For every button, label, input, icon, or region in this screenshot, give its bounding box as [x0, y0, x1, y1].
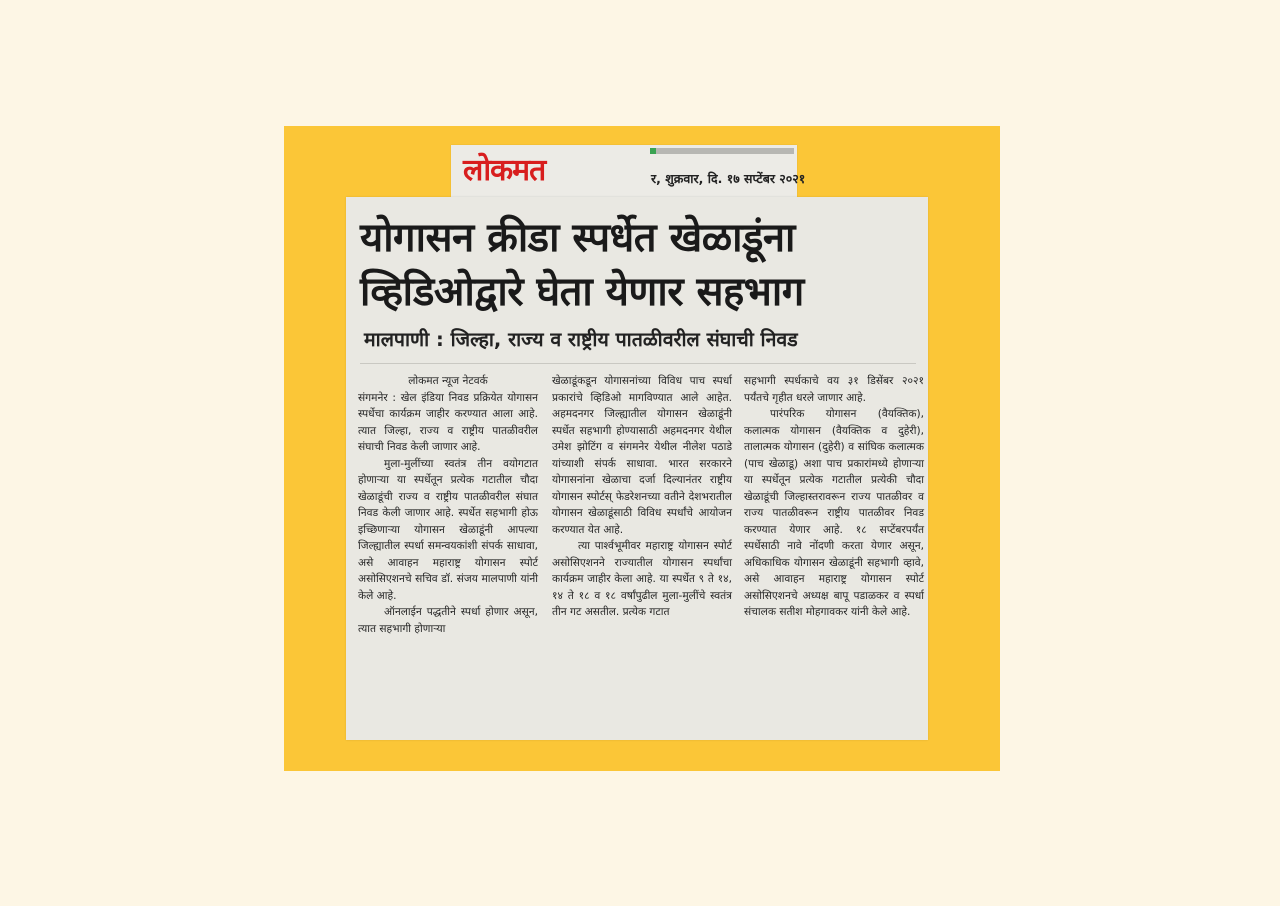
paragraph: सहभागी स्पर्धकाचे वय ३१ डिसेंबर २०२१ पर्यंतचे गृहीत धरले जाणार आहे. — [744, 375, 924, 404]
paragraph: ऑनलाईन पद्धतीने स्पर्धा होणार असून, त्यात सहभागी होणाऱ्या — [358, 606, 538, 635]
paragraph: पारंपरिक योगासन (वैयक्तिक), कलात्मक योगासन (वैयक्तिक व दुहेरी), तालात्मक योगासन (दुहेरी) व सांघिक कलात्मक (पाच खेळाडू) अशा पाच प्रकारांमध्ये होणाऱ्या या स्पर्धेतून प्रत्येक गटातील प्रत्येकी चौदा खेळाडूंची जिल्हास्तरावरून राज्य पातळीवर व राज्य पातळीवरून राष्ट्रीय पातळीवर निवड करण्यात येणार आहे. १८ सप्टेंबरपर्यंत स्पर्धेसाठी नावे नोंदणी करता येणार असून, अधिकाधिक योगासन खेळाडूंनी सहभागी व्हावे, असे आवाहन महाराष्ट्र योगासन स्पोर्ट असोसिएशनचे अध्यक्ष बापू पडाळकर व स्पर्धा संचालक सतीश मोहगावकर यांनी केले आहे. — [744, 408, 924, 618]
headline — [360, 211, 920, 319]
article-column-2 — [552, 373, 732, 621]
byline: लोकमत न्यूज नेटवर्क — [408, 375, 488, 387]
masthead-strip — [656, 148, 794, 154]
divider — [360, 363, 916, 364]
newspaper-masthead — [451, 145, 806, 197]
subheadline: मालपाणी : जिल्हा, राज्य व राष्ट्रीय पातळीवरील संघाची निवड — [364, 328, 798, 351]
article-column-1 — [358, 373, 538, 637]
masthead-date: र, शुक्रवार, दि. १७ सप्टेंबर २०२१ — [651, 171, 806, 186]
newspaper-logo: लोकमत — [463, 153, 546, 188]
paragraph: संगमनेर : खेल इंडिया निवड प्रक्रियेत योगासन स्पर्धेचा कार्यक्रम जाहीर करण्यात आला आहे. त्यात जिल्हा, राज्य व राष्ट्रीय पातळीवरील संघाची निवड केली जाणार आहे. — [358, 391, 538, 453]
newspaper-clipping — [346, 197, 928, 740]
paragraph: मुला-मुलींच्या स्वतंत्र तीन वयोगटात होणाऱ्या या स्पर्धेतून प्रत्येक गटातील चौदा खेळाडूंची राज्य व राष्ट्रीय पातळीवरील संघात निवड केली जाणार आहे. स्पर्धेत सहभागी होऊ इच्छिणाऱ्या योगासन खेळाडूंनी आपल्या जिल्ह्यातील स्पर्धा समन्वयकांशी संपर्क साधावा, असे आवाहन महाराष्ट्र योगासन स्पोर्ट असोसिएशनचे सचिव डॉ. संजय मालपाणी यांनी केले आहे. — [358, 457, 538, 602]
paragraph: खेळाडूंकडून योगासनांच्या विविध पाच स्पर्धा प्रकारांचे व्हिडिओ मागविण्यात आले आहेत. अहमदनगर जिल्ह्यातील योगासन खेळाडूंनी स्पर्धेत सहभागी होण्यासाठी अहमदनगर येथील उमेश झोटिंग व संगमनेर येथील नीलेश पठाडे यांच्याशी संपर्क साधावा. भारत सरकारने योगासनांना खेळाचा दर्जा दिल्यानंतर राष्ट्रीय योगासन स्पोर्टस् फेडरेशनच्या वतीने देशभरातील योगासन खेळाडूंसाठी विविध स्पर्धांचे आयोजन करण्यात येत आहे. — [552, 375, 732, 536]
headline-line-2: व्हिडिओद्वारे घेता येणार सहभाग — [360, 269, 804, 315]
paragraph: त्या पार्श्वभूमीवर महाराष्ट्र योगासन स्पोर्ट असोसिएशनने राज्यातील योगासन स्पर्धांचा कार्यक्रम जाहीर केला आहे. या स्पर्धेत ९ ते १४, १४ ते १८ व १८ वर्षांपुढील मुला-मुलींचे स्वतंत्र तीन गट असतील. प्रत्येक गटात — [552, 540, 732, 618]
article-column-3 — [744, 373, 924, 621]
headline-line-1: योगासन क्रीडा स्पर्धेत खेळाडूंना — [360, 215, 795, 261]
